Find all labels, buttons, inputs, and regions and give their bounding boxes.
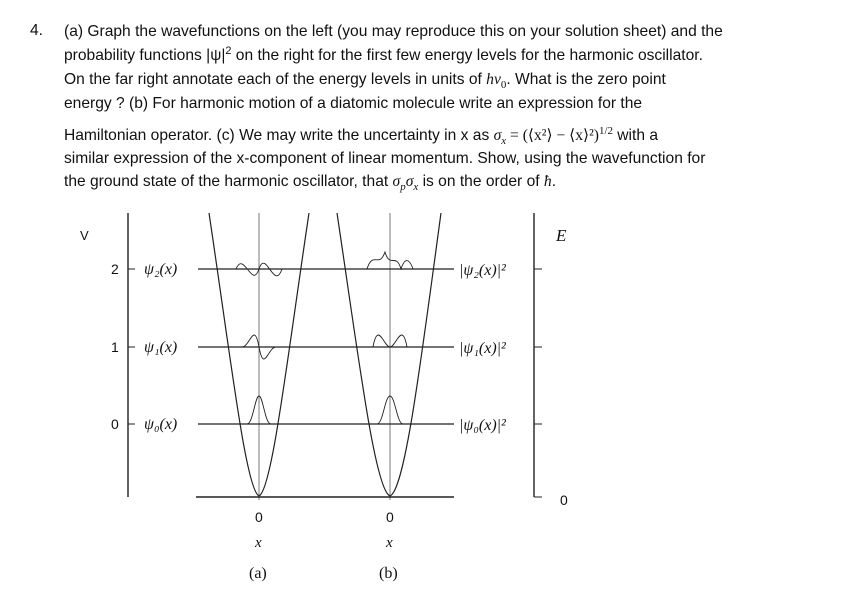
problem-line-3: On the far right annotate each of the energy levels in units of $h\nu_0$. What is the zero point — [64, 71, 666, 92]
panel-a-caption: (a) — [249, 565, 267, 582]
prob-label-2: |ψ₂(x)|² — [459, 262, 506, 279]
panel-a-zero: 0 — [255, 509, 263, 525]
panel-b-probability — [337, 213, 441, 500]
panel-b-zero: 0 — [386, 509, 394, 525]
problem-number: 4. — [30, 22, 44, 39]
psi-label-2: ψ₂(x) — [144, 261, 178, 278]
level-number-2: 2 — [111, 261, 119, 277]
problem-line-5: Hamiltonian operator. (c) We may write the uncertainty in x as $\sigma_x$ = (⟨x²⟩ − ⟨x⟩²)$^{1/2}$ with a — [64, 124, 659, 148]
problem-line-4: energy ? (b) For harmonic motion of a diatomic molecule write an expression for the — [64, 95, 643, 112]
panel-b-x-label: x — [386, 535, 393, 551]
panel-a-parabola-right — [259, 213, 309, 496]
psi-label-0: ψ₀(x) — [144, 416, 178, 433]
right-axis-label: E — [556, 226, 567, 245]
panel-a-wavefunctions — [209, 213, 309, 500]
problem-line-6: similar expression of the x-component of linear momentum. Show, using the wavefunction for — [64, 150, 706, 167]
left-axis-label: V — [80, 228, 89, 243]
panel-b-parabola-right — [390, 213, 441, 496]
level-number-1: 1 — [111, 339, 119, 355]
panel-b-parabola-left — [337, 213, 390, 496]
problem-line-2: probability functions $|\psi|^2$ on the right for the first few energy levels for the harmonic oscillator. — [64, 44, 703, 64]
panel-b-caption: (b) — [379, 565, 398, 582]
prob-label-1: |ψ₁(x)|² — [459, 340, 506, 357]
panel-a-parabola-left — [209, 213, 259, 496]
prob-label-0: |ψ₀(x)|² — [459, 417, 506, 434]
psi-label-1: ψ₁(x) — [144, 339, 178, 356]
problem-line-7: the ground state of the harmonic oscillator, that $\sigma_p\sigma_x$ is on the order of ħ. — [64, 173, 557, 194]
panel-a-x-label: x — [255, 535, 262, 551]
right-zero-label: 0 — [560, 492, 568, 508]
level-number-0: 0 — [111, 416, 119, 432]
problem-line-1: (a) Graph the wavefunctions on the left (you may reproduce this on your solution sheet) and the — [64, 23, 723, 40]
